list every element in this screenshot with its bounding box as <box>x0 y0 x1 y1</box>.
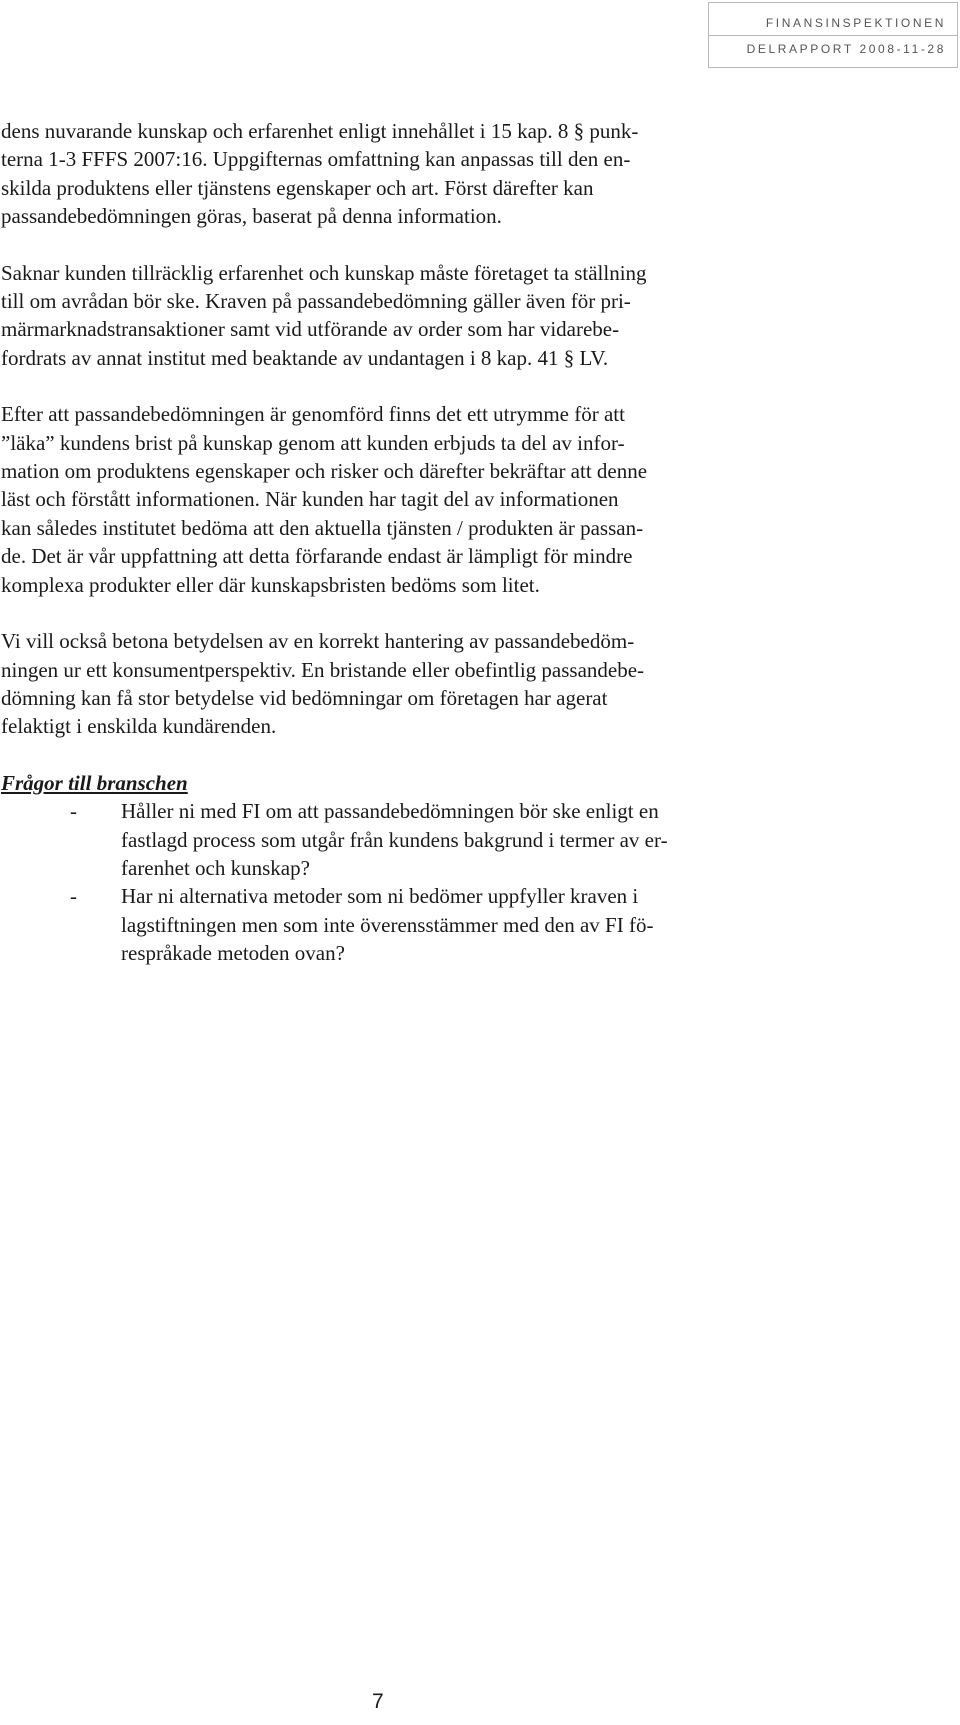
text-line: till om avrådan bör ske. Kraven på passandebedömning gäller även för pri- <box>1 289 631 314</box>
document-header <box>708 2 958 68</box>
paragraph-remedy-knowledge-gap <box>1 400 761 599</box>
text-line: mation om produktens egenskaper och risker och därefter bekräftar att denne <box>1 459 648 484</box>
text-line: respråkade metoden ovan? <box>121 941 345 966</box>
text-line: farenhet och kunskap? <box>121 855 310 880</box>
questions-section <box>1 769 761 968</box>
text-line: Saknar kunden tillräcklig erfarenhet och kunskap måste företaget ta ställning <box>1 260 647 285</box>
question-item <box>1 797 761 882</box>
text-line: passandebedömningen göras, baserat på denna information. <box>1 204 502 229</box>
organization-name: FINANSINSPEKTIONEN <box>709 3 957 36</box>
text-line: fastlagd process som utgår från kundens bakgrund i termer av er- <box>121 827 668 852</box>
question-list <box>1 797 761 967</box>
text-line: komplexa produkter eller där kunskapsbristen bedöms som litet. <box>1 572 540 597</box>
document-label: DELRAPPORT 2008-11-28 <box>746 42 946 56</box>
paragraph-consumer-perspective <box>1 627 761 741</box>
text-line: kan således institutet bedöma att den aktuella tjänsten / produkten är passan- <box>1 515 644 540</box>
text-line: märmarknadstransaktioner samt vid utförande av order som har vidarebe- <box>1 317 620 342</box>
page-number: 7 <box>372 1690 384 1713</box>
text-line: terna 1-3 FFFS 2007:16. Uppgifternas omfattning kan anpassas till den en- <box>1 147 631 172</box>
text-line: ”läka” kundens brist på kunskap genom att kunden erbjuds ta del av infor- <box>1 430 625 455</box>
paragraph-knowledge-assessment <box>1 117 761 231</box>
section-heading: Frågor till branschen <box>1 770 188 795</box>
text-line: Håller ni med FI om att passandebedömningen bör ske enligt en <box>121 799 659 824</box>
text-line: skilda produktens eller tjänstens egenskaper och art. Först därefter kan <box>1 175 594 200</box>
list-marker: - <box>70 884 77 909</box>
document-body <box>1 117 761 968</box>
text-line: läst och förstått informationen. När kunden har tagit del av informationen <box>1 487 619 512</box>
text-line: felaktigt i enskilda kundärenden. <box>1 714 277 739</box>
list-marker: - <box>70 799 77 824</box>
text-line: de. Det är vår uppfattning att detta förfarande endast är lämpligt för mindre <box>1 544 633 569</box>
text-line: ningen ur ett konsumentperspektiv. En bristande eller obefintlig passandebe- <box>1 657 645 682</box>
text-line: lagstiftningen men som inte överensstämmer med den av FI fö- <box>121 912 654 937</box>
text-line: Efter att passandebedömningen är genomförd finns det ett utrymme för att <box>1 402 625 427</box>
text-line: Har ni alternativa metoder som ni bedömer uppfyller kraven i <box>121 884 639 909</box>
paragraph-insufficient-experience <box>1 259 761 373</box>
question-item <box>1 882 761 967</box>
text-line: fordrats av annat institut med beaktande av undantagen i 8 kap. 41 § LV. <box>1 345 609 370</box>
text-line: dömning kan få stor betydelse vid bedömningar om företagen har agerat <box>1 685 608 710</box>
text-line: Vi vill också betona betydelsen av en korrekt hantering av passandebedöm- <box>1 629 635 654</box>
text-line: dens nuvarande kunskap och erfarenhet enligt innehållet i 15 kap. 8 § punk- <box>1 119 639 143</box>
